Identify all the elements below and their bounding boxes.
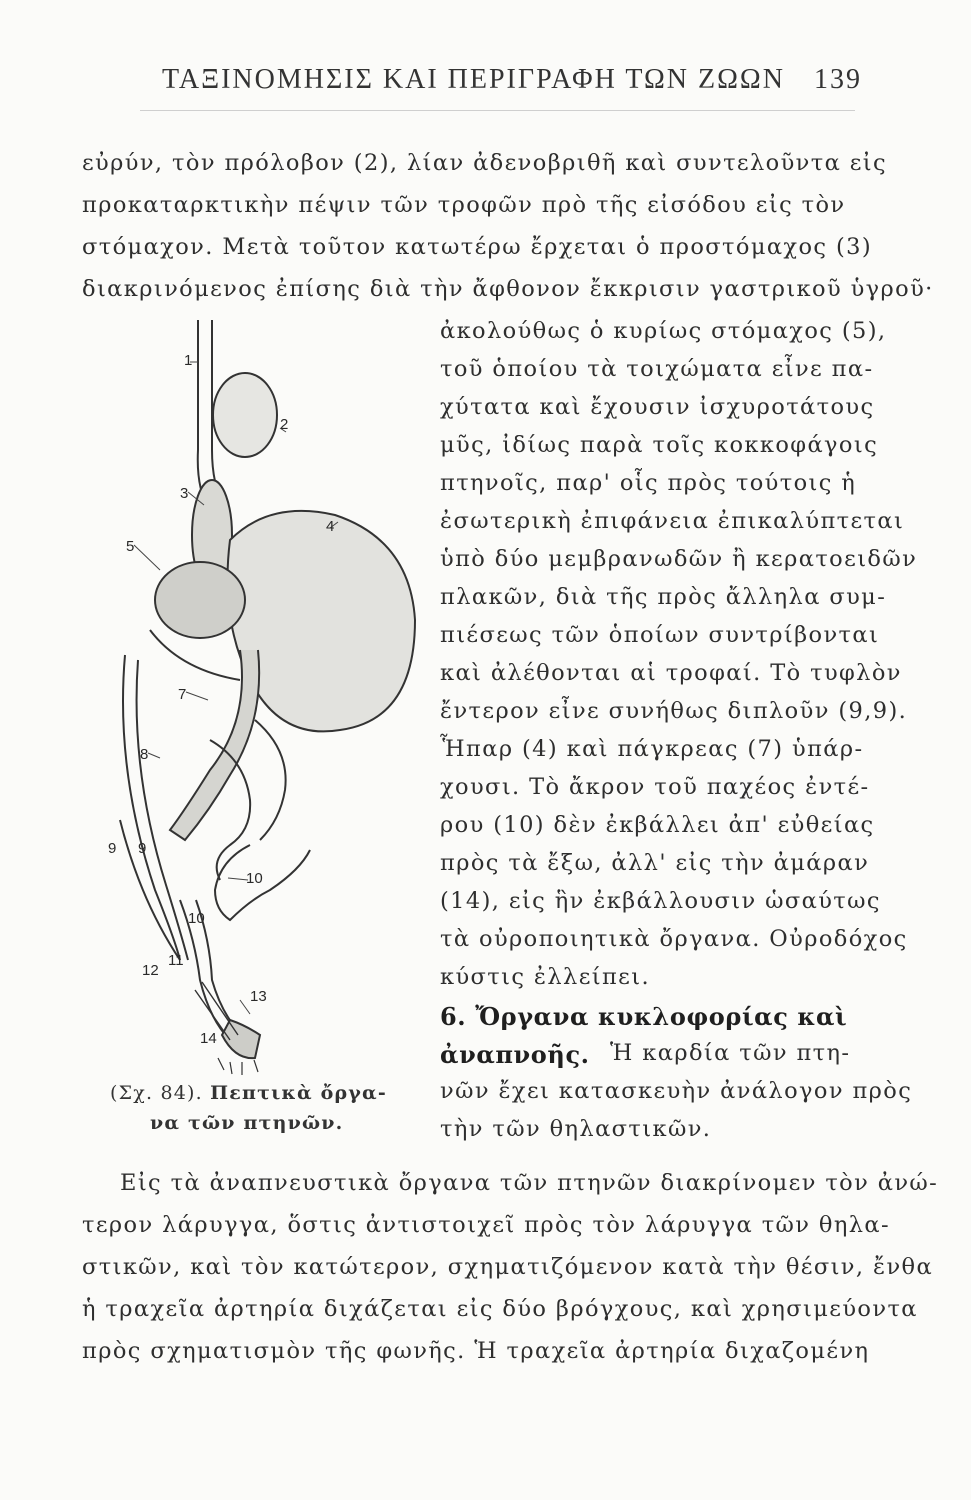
text-line: ἔντερον εἶνε συνήθως διπλοῦν (9,9).	[440, 698, 908, 724]
text-line: Εἰς τὰ ἀναπνευστικὰ ὄργανα τῶν πτηνῶν διακρίνομεν τὸν ἀνώ-	[120, 1170, 939, 1196]
text-line: (14), εἰς ἣν ἐκβάλλουσιν ὡσαύτως	[440, 888, 881, 914]
page-number: 139	[814, 64, 862, 95]
figure-label: 2	[280, 416, 289, 433]
text-line: Ἡ καρδία τῶν πτη-	[610, 1040, 851, 1066]
text-line: πρὸς τὰ ἔξω, ἀλλ' εἰς τὴν ἀμάραν	[440, 850, 870, 876]
text-line: καὶ ἀλέθονται αἱ τροφαί. Τὸ τυφλὸν	[440, 660, 902, 686]
figure-label: 10	[246, 870, 263, 887]
gizzard-shape	[155, 562, 245, 638]
figure-label: 9	[108, 840, 117, 857]
text-line: ἀκολούθως ὁ κυρίως στόμαχος (5),	[440, 318, 887, 344]
text-line: διακρινόμενος ἐπίσης διὰ τὴν ἄφθονον ἔκκρισιν γαστρικοῦ ὑγροῦ·	[82, 276, 934, 302]
caecum-right	[120, 820, 180, 960]
figure-label: 3	[180, 485, 189, 502]
text-line: κύστις ἐλλείπει.	[440, 964, 651, 990]
figure-label: 7	[178, 686, 187, 703]
text-line: τερον λάρυγγα, ὅστις ἀντιστοιχεῖ πρὸς τὸν λάρυγγα τῶν θηλα-	[82, 1212, 891, 1238]
running-head	[140, 64, 880, 104]
text-line: τὴν τῶν θηλαστικῶν.	[440, 1116, 712, 1142]
cloaca-shape	[222, 1020, 260, 1058]
caecum-left	[123, 655, 180, 960]
digestive-organs-figure	[100, 300, 440, 1080]
figure-caption-cont	[150, 1112, 343, 1134]
section-heading-cont: ἀναπνοῆς.	[440, 1040, 590, 1069]
text-line: Ἧπαρ (4) καὶ πάγκρεας (7) ὑπάρ-	[440, 736, 864, 762]
figure-label: 4	[326, 518, 335, 535]
caecum-left-inner	[137, 660, 188, 960]
text-line: τοῦ ὁποίου τὰ τοιχώματα εἶνε πα-	[440, 356, 874, 382]
figure-label: 8	[140, 746, 149, 763]
text-line: ρου (10) δὲν ἐκβάλλει ἀπ' εὐθείας	[440, 812, 875, 838]
figure-ref: (Σχ. 84).	[110, 1082, 203, 1104]
text-line: χύτατα καὶ ἔχουσιν ἰσχυροτάτους	[440, 394, 875, 420]
text-line: στόμαχον. Μετὰ τοῦτον κατωτέρω ἔρχεται ὁ προστόμαχος (3)	[82, 234, 873, 260]
text-line: πρὸς σχηματισμὸν τῆς φωνῆς. Ἡ τραχεῖα ἀρτηρία διχαζομένη	[82, 1338, 870, 1364]
crop-shape	[213, 373, 277, 457]
figure-label: 1	[184, 352, 193, 369]
text-line: πτηνοῖς, παρ' οἷς πρὸς τούτοις ἡ	[440, 470, 857, 496]
figure-caption	[110, 1082, 387, 1104]
text-line: μῦς, ἰδίως παρὰ τοῖς κοκκοφάγοις	[440, 432, 879, 458]
text-line: ἐσωτερικὴ ἐπιφάνεια ἐπικαλύπτεται	[440, 508, 905, 534]
figure-label: 11	[168, 952, 184, 969]
figure-label: 13	[250, 988, 267, 1005]
pancreas-shape	[170, 650, 259, 840]
caption-title-cont: να τῶν πτηνῶν.	[150, 1112, 344, 1134]
intestine-coil-2	[255, 720, 286, 840]
text-line: προκαταρκτικὴν πέψιν τῶν τροφῶν πρὸ τῆς εἰσόδου εἰς τὸν	[82, 192, 846, 218]
cloaca-fringe	[218, 1058, 258, 1075]
figure-label: 9	[138, 840, 147, 857]
text-line: νῶν ἔχει κατασκευὴν ἀνάλογον πρὸς	[440, 1078, 913, 1104]
text-line: πιέσεως τῶν ὁποίων συντρίβονται	[440, 622, 880, 648]
text-line: στικῶν, καὶ τὸν κατώτερον, σχηματιζόμενον κατὰ τὴν θέσιν, ἔνθα	[82, 1254, 934, 1280]
figure-label: 5	[126, 538, 135, 555]
text-line: χουσι. Τὸ ἄκρον τοῦ παχέος ἐντέ-	[440, 774, 870, 800]
header-rule	[140, 110, 855, 111]
figure-label: 14	[200, 1030, 217, 1047]
text-line: ὑπὸ δύο μεμβρανωδῶν ἢ κερατοειδῶν	[440, 546, 918, 572]
figure-label: 12	[142, 962, 159, 979]
caption-title: Πεπτικὰ ὄργα-	[210, 1082, 387, 1104]
text-line: ἡ τραχεῖα ἀρτηρία διχάζεται εἰς δύο βρόγχους, καὶ χρησιμεύοντα	[82, 1296, 918, 1322]
running-head-title: ΤΑΞΙΝΟΜΗΣΙΣ ΚΑΙ ΠΕΡΙΓΡΑΦΗ ΤΩΝ ΖΩΩΝ	[162, 64, 785, 95]
figure-label: 10	[188, 910, 205, 927]
text-line: τὰ οὐροποιητικὰ ὄργανα. Οὐροδόχος	[440, 926, 908, 952]
section-heading: 6. Ὄργανα κυκλοφορίας καὶ	[440, 1002, 848, 1031]
text-line: εὐρύν, τὸν πρόλοβον (2), λίαν ἀδενοβριθῆ καὶ συντελοῦντα εἰς	[82, 150, 888, 176]
text-line: πλακῶν, διὰ τῆς πρὸς ἄλληλα συμ-	[440, 584, 887, 610]
